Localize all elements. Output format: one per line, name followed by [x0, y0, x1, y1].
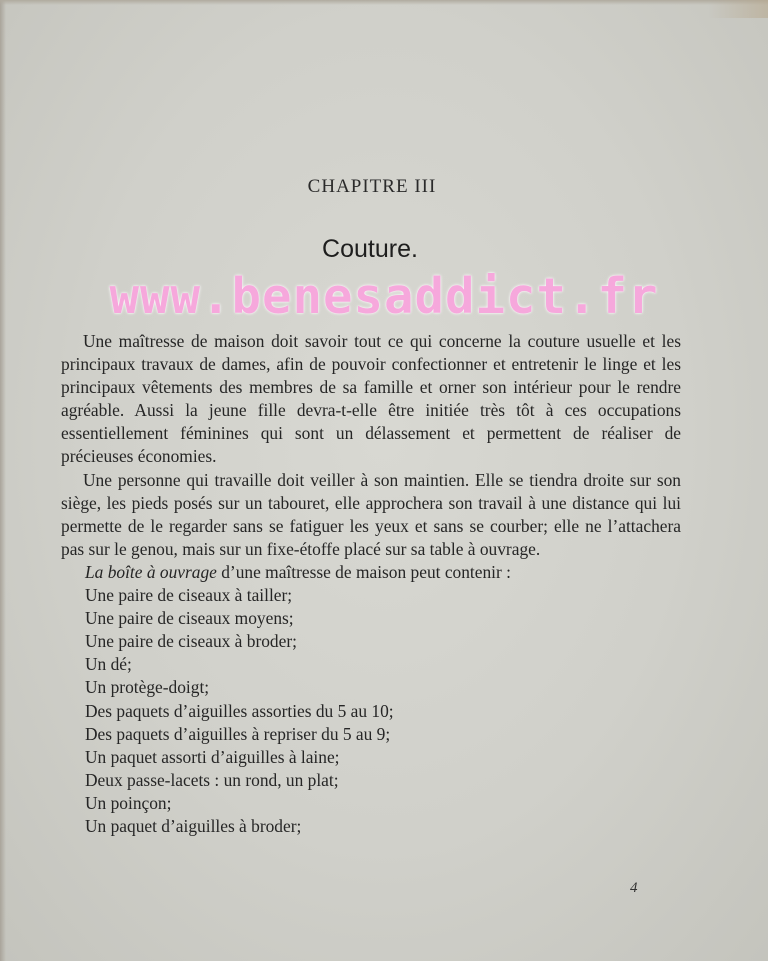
corner-stain	[708, 0, 768, 18]
list-item: Une paire de ciseaux à tailler;	[85, 585, 293, 606]
sewing-box-list	[61, 584, 681, 838]
list-item: Deux passe-lacets : un rond, un plat;	[85, 769, 339, 790]
list-item: Un protège-doigt;	[85, 677, 210, 698]
list-item: Une paire de ciseaux à broder;	[85, 631, 297, 652]
list-item: Des paquets d’aiguilles assorties du 5 au 10;	[85, 700, 394, 721]
page-number: 4	[630, 880, 638, 896]
paragraph-intro: Une maîtresse de maison doit savoir tout ce qui concerne la couture usuelle et les principaux travaux de dames, afin de pouvoir confectionner et entretenir le linge et les principaux vêtements des membres de sa famille et orner son intérieur pour le rendre agréable. Aussi la jeune fille devra-t-elle être initiée très tôt à ces occupations essentiellement féminines qui sont un délassement et permettent de réaliser de précieuses économies.	[61, 331, 681, 467]
chapter-title: Couture.	[322, 235, 418, 263]
list-item: Un dé;	[85, 654, 132, 675]
body-text	[61, 330, 681, 838]
watermark: www.benesaddict.fr	[109, 268, 659, 325]
chapter-heading: CHAPITRE III	[307, 176, 437, 197]
list-item: Un poinçon;	[85, 792, 172, 813]
list-item: Un paquet assorti d’aiguilles à laine;	[85, 746, 340, 767]
page-edge-shadow	[0, 0, 6, 961]
paragraph-posture: Une personne qui travaille doit veiller à son maintien. Elle se tiendra droite sur son siège, les pieds posés sur un tabouret, elle approchera son travail à une distance qui lui permette de le regarder sans se fatiguer les yeux et sans se courber; elle ne l’attachera pas sur le genou, mais sur un fixe-étoffe placé sur sa table à ouvrage.	[61, 469, 681, 559]
list-item: Une paire de ciseaux moyens;	[85, 608, 294, 629]
list-intro	[61, 561, 681, 584]
page-top-shadow	[0, 0, 768, 5]
list-item: Des paquets d’aiguilles à repriser du 5 au 9;	[85, 723, 391, 744]
list-item: Un paquet d’aiguilles à broder;	[85, 815, 302, 836]
list-intro-rest: d’une maîtresse de maison peut contenir :	[216, 561, 511, 582]
list-intro-italic: La boîte à ouvrage	[85, 561, 217, 582]
